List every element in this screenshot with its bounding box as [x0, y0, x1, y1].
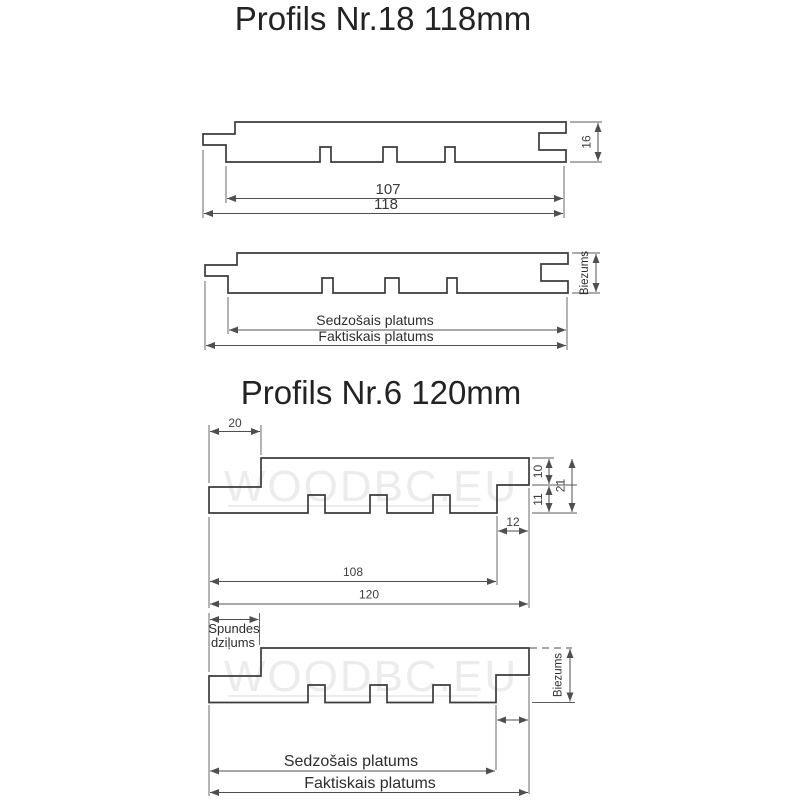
thickness-label: Biezums — [579, 250, 591, 296]
profile18-outline — [205, 253, 568, 293]
profile18-title: Profils Nr.18 118mm — [234, 0, 532, 37]
tongue-depth-label-line1: Spundes — [208, 621, 260, 636]
profile18-dimensioned-drawing — [203, 122, 602, 218]
dim-10-text: 10 — [531, 464, 545, 479]
actual-width-label: Faktiskais platums — [304, 775, 436, 792]
dim-16-text: 16 — [579, 135, 594, 149]
profile6-labeled-drawing — [208, 613, 575, 796]
dim-107-text: 107 — [375, 181, 401, 198]
dim-12-text: 12 — [506, 515, 520, 529]
profile6-title: Profils Nr.6 120mm — [240, 374, 522, 411]
actual-width-label: Faktiskais platums — [318, 328, 434, 344]
dim-20-text: 20 — [228, 416, 242, 430]
dim-120-text: 120 — [358, 587, 380, 602]
profile18-labeled-drawing — [205, 251, 600, 350]
profile18-outline — [203, 122, 566, 162]
covering-width-label: Sedzošais platums — [316, 312, 434, 328]
covering-width-label: Sedzošais platums — [283, 753, 419, 770]
dim-118-text: 118 — [374, 196, 398, 213]
tongue-depth-label-line2: dziļums — [210, 635, 256, 650]
watermark-text: WOODBC.EU — [223, 652, 519, 701]
dim-21-text: 21 — [553, 478, 568, 493]
dim-108-text: 108 — [342, 565, 364, 579]
thickness-label: Biezums — [552, 652, 565, 698]
dim-11-text: 11 — [531, 493, 545, 506]
watermark-text: WOODBC.EU — [223, 462, 519, 511]
profile6-dimensioned-drawing — [209, 416, 577, 608]
